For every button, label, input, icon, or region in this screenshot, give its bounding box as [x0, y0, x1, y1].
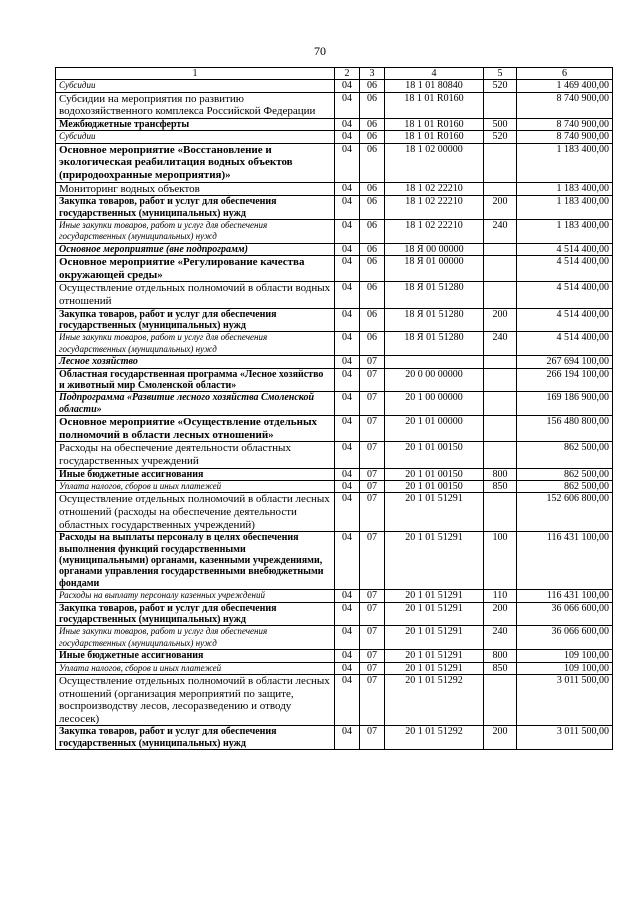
expense-type-cell [484, 675, 517, 726]
target-article-cell [385, 356, 484, 368]
section-cell: 04 [335, 392, 360, 416]
section-cell: 04 [335, 243, 360, 255]
row-name-cell: Закупка товаров, работ и услуг для обеспечения государственных (муниципальных) нужд [56, 196, 335, 220]
row-name-cell: Закупка товаров, работ и услуг для обеспечения государственных (муниципальных) нужд [56, 726, 335, 750]
subsection-cell: 06 [360, 308, 385, 332]
subsection-cell: 06 [360, 119, 385, 131]
subsection-cell: 06 [360, 332, 385, 356]
amount-cell: 36 066 600,00 [517, 602, 613, 626]
amount-cell: 4 514 400,00 [517, 282, 613, 308]
table-row [56, 80, 613, 92]
table-row [56, 442, 613, 468]
subsection-cell: 07 [360, 532, 385, 590]
section-cell: 04 [335, 675, 360, 726]
amount-cell: 862 500,00 [517, 442, 613, 468]
table-row [56, 220, 613, 244]
subsection-cell: 06 [360, 92, 385, 118]
subsection-cell: 07 [360, 675, 385, 726]
table-row [56, 493, 613, 532]
row-name-cell: Мониторинг водных объектов [56, 182, 335, 196]
section-cell: 04 [335, 368, 360, 392]
table-row [56, 282, 613, 308]
amount-cell: 109 100,00 [517, 662, 613, 674]
row-name-cell: Расходы на обеспечение деятельности областных государственных учреждений [56, 442, 335, 468]
table-row [56, 650, 613, 662]
target-article-cell: 18 1 02 22210 [385, 220, 484, 244]
amount-cell: 152 606 800,00 [517, 493, 613, 532]
section-cell: 04 [335, 182, 360, 196]
row-name-cell: Областная государственная программа «Лесное хозяйство и животный мир Смоленской области» [56, 368, 335, 392]
table-row [56, 481, 613, 493]
section-cell: 04 [335, 131, 360, 143]
header-cell: 6 [517, 68, 613, 80]
target-article-cell: 20 0 00 00000 [385, 368, 484, 392]
target-article-cell: 18 Я 01 51280 [385, 332, 484, 356]
table-row [56, 602, 613, 626]
section-cell: 04 [335, 256, 360, 282]
expense-type-cell: 110 [484, 590, 517, 602]
expense-type-cell [484, 256, 517, 282]
subsection-cell: 06 [360, 282, 385, 308]
section-cell: 04 [335, 493, 360, 532]
row-name-cell: Лесное хозяйство [56, 356, 335, 368]
section-cell: 04 [335, 626, 360, 650]
row-name-cell: Иные бюджетные ассигнования [56, 650, 335, 662]
section-cell: 04 [335, 80, 360, 92]
expense-type-cell: 520 [484, 131, 517, 143]
expense-type-cell: 200 [484, 308, 517, 332]
subsection-cell: 06 [360, 256, 385, 282]
expense-type-cell: 520 [484, 80, 517, 92]
target-article-cell: 20 1 01 00150 [385, 442, 484, 468]
page-number: 70 [314, 44, 326, 58]
section-cell: 04 [335, 662, 360, 674]
table-row [56, 256, 613, 282]
subsection-cell: 06 [360, 131, 385, 143]
header-cell: 3 [360, 68, 385, 80]
subsection-cell: 06 [360, 243, 385, 255]
subsection-cell: 06 [360, 182, 385, 196]
subsection-cell: 07 [360, 626, 385, 650]
expense-type-cell [484, 182, 517, 196]
table-row [56, 356, 613, 368]
section-cell: 04 [335, 590, 360, 602]
subsection-cell: 07 [360, 662, 385, 674]
row-name-cell: Расходы на выплату персоналу казенных учреждений [56, 590, 335, 602]
expense-type-cell [484, 368, 517, 392]
amount-cell: 156 480 800,00 [517, 416, 613, 442]
row-name-cell: Иные закупки товаров, работ и услуг для обеспечения государственных (муниципальных) нужд [56, 220, 335, 244]
target-article-cell: 18 Я 01 00000 [385, 256, 484, 282]
subsection-cell: 07 [360, 356, 385, 368]
subsection-cell: 06 [360, 220, 385, 244]
row-name-cell: Осуществление отдельных полномочий в области водных отношений [56, 282, 335, 308]
section-cell: 04 [335, 468, 360, 480]
section-cell: 04 [335, 442, 360, 468]
row-name-cell: Расходы на выплаты персоналу в целях обеспечения выполнения функций государственными (муниципальными) органами, казенными учреждениями, органами управления государственными внебюджетными фондами [56, 532, 335, 590]
target-article-cell: 20 1 01 00000 [385, 416, 484, 442]
target-article-cell: 20 1 01 51291 [385, 626, 484, 650]
row-name-cell: Основное мероприятие «Осуществление отдельных полномочий в области лесных отношений» [56, 416, 335, 442]
expense-type-cell: 800 [484, 650, 517, 662]
target-article-cell: 20 1 01 51291 [385, 493, 484, 532]
table-row [56, 182, 613, 196]
target-article-cell: 18 1 02 22210 [385, 196, 484, 220]
amount-cell: 4 514 400,00 [517, 308, 613, 332]
row-name-cell: Подпрограмма «Развитие лесного хозяйства Смоленской области» [56, 392, 335, 416]
subsection-cell: 07 [360, 493, 385, 532]
section-cell: 04 [335, 92, 360, 118]
expense-type-cell [484, 442, 517, 468]
row-name-cell: Основное мероприятие «Восстановление и экологическая реабилитация водных объектов (природоохранные мероприятия)» [56, 143, 335, 182]
budget-table [55, 67, 613, 750]
table-row [56, 626, 613, 650]
target-article-cell: 18 1 01 R0160 [385, 92, 484, 118]
subsection-cell: 07 [360, 602, 385, 626]
table-row [56, 532, 613, 590]
amount-cell: 1 183 400,00 [517, 220, 613, 244]
section-cell: 04 [335, 602, 360, 626]
target-article-cell: 18 1 01 R0160 [385, 119, 484, 131]
target-article-cell: 18 Я 01 51280 [385, 282, 484, 308]
subsection-cell: 07 [360, 468, 385, 480]
section-cell: 04 [335, 308, 360, 332]
table-row [56, 416, 613, 442]
expense-type-cell: 850 [484, 662, 517, 674]
amount-cell: 266 194 100,00 [517, 368, 613, 392]
amount-cell: 8 740 900,00 [517, 131, 613, 143]
section-cell: 04 [335, 726, 360, 750]
section-cell: 04 [335, 416, 360, 442]
row-name-cell: Осуществление отдельных полномочий в области лесных отношений (расходы на обеспечение деятельности областных государственных учреждений) [56, 493, 335, 532]
section-cell: 04 [335, 119, 360, 131]
subsection-cell: 06 [360, 196, 385, 220]
row-name-cell: Субсидии [56, 80, 335, 92]
amount-cell: 3 011 500,00 [517, 726, 613, 750]
amount-cell: 116 431 100,00 [517, 590, 613, 602]
table-row [56, 662, 613, 674]
target-article-cell: 18 1 01 R0160 [385, 131, 484, 143]
row-name-cell: Уплата налогов, сборов и иных платежей [56, 662, 335, 674]
subsection-cell: 07 [360, 368, 385, 392]
subsection-cell: 07 [360, 392, 385, 416]
amount-cell: 267 694 100,00 [517, 356, 613, 368]
header-cell: 1 [56, 68, 335, 80]
amount-cell: 169 186 900,00 [517, 392, 613, 416]
row-name-cell: Закупка товаров, работ и услуг для обеспечения государственных (муниципальных) нужд [56, 308, 335, 332]
target-article-cell: 20 1 01 00150 [385, 468, 484, 480]
subsection-cell: 07 [360, 590, 385, 602]
table-row [56, 675, 613, 726]
amount-cell: 36 066 600,00 [517, 626, 613, 650]
table-row [56, 143, 613, 182]
row-name-cell: Основное мероприятие «Регулирование качества окружающей среды» [56, 256, 335, 282]
table-row [56, 308, 613, 332]
table-body [56, 80, 613, 750]
expense-type-cell: 240 [484, 220, 517, 244]
target-article-cell: 18 1 02 00000 [385, 143, 484, 182]
expense-type-cell: 200 [484, 196, 517, 220]
subsection-cell: 07 [360, 726, 385, 750]
expense-type-cell [484, 493, 517, 532]
target-article-cell: 20 1 01 51292 [385, 726, 484, 750]
expense-type-cell [484, 392, 517, 416]
row-name-cell: Межбюджетные трансферты [56, 119, 335, 131]
header-cell: 4 [385, 68, 484, 80]
target-article-cell: 20 1 01 51291 [385, 662, 484, 674]
amount-cell: 1 469 400,00 [517, 80, 613, 92]
subsection-cell: 06 [360, 80, 385, 92]
target-article-cell: 20 1 01 51291 [385, 650, 484, 662]
amount-cell: 4 514 400,00 [517, 256, 613, 282]
table-row [56, 92, 613, 118]
amount-cell: 8 740 900,00 [517, 119, 613, 131]
subsection-cell: 06 [360, 143, 385, 182]
row-name-cell: Уплата налогов, сборов и иных платежей [56, 481, 335, 493]
section-cell: 04 [335, 282, 360, 308]
subsection-cell: 07 [360, 416, 385, 442]
expense-type-cell [484, 416, 517, 442]
expense-type-cell: 850 [484, 481, 517, 493]
table-row [56, 726, 613, 750]
table-row [56, 392, 613, 416]
amount-cell: 4 514 400,00 [517, 243, 613, 255]
table-row [56, 590, 613, 602]
target-article-cell: 20 1 01 51291 [385, 602, 484, 626]
expense-type-cell: 240 [484, 626, 517, 650]
table-header-row [56, 68, 613, 80]
subsection-cell: 07 [360, 650, 385, 662]
row-name-cell: Осуществление отдельных полномочий в области лесных отношений (организация мероприятий по защите, воспроизводству лесов, лесоразведению и отводу лесосек) [56, 675, 335, 726]
expense-type-cell: 100 [484, 532, 517, 590]
expense-type-cell: 500 [484, 119, 517, 131]
table-row [56, 332, 613, 356]
expense-type-cell [484, 356, 517, 368]
target-article-cell: 20 1 01 51291 [385, 532, 484, 590]
target-article-cell: 18 1 01 80840 [385, 80, 484, 92]
table-row [56, 468, 613, 480]
expense-type-cell: 200 [484, 602, 517, 626]
row-name-cell: Иные закупки товаров, работ и услуг для обеспечения государственных (муниципальных) нужд [56, 626, 335, 650]
section-cell: 04 [335, 356, 360, 368]
amount-cell: 862 500,00 [517, 481, 613, 493]
subsection-cell: 07 [360, 481, 385, 493]
amount-cell: 4 514 400,00 [517, 332, 613, 356]
table-row [56, 368, 613, 392]
amount-cell: 8 740 900,00 [517, 92, 613, 118]
row-name-cell: Иные закупки товаров, работ и услуг для обеспечения государственных (муниципальных) нужд [56, 332, 335, 356]
amount-cell: 1 183 400,00 [517, 182, 613, 196]
table-row [56, 243, 613, 255]
target-article-cell: 18 1 02 22210 [385, 182, 484, 196]
section-cell: 04 [335, 220, 360, 244]
target-article-cell: 18 Я 01 51280 [385, 308, 484, 332]
amount-cell: 109 100,00 [517, 650, 613, 662]
section-cell: 04 [335, 481, 360, 493]
target-article-cell: 20 1 00 00000 [385, 392, 484, 416]
expense-type-cell: 200 [484, 726, 517, 750]
target-article-cell: 20 1 01 51291 [385, 590, 484, 602]
table-row [56, 131, 613, 143]
expense-type-cell [484, 143, 517, 182]
row-name-cell: Иные бюджетные ассигнования [56, 468, 335, 480]
amount-cell: 116 431 100,00 [517, 532, 613, 590]
header-cell: 5 [484, 68, 517, 80]
subsection-cell: 07 [360, 442, 385, 468]
row-name-cell: Закупка товаров, работ и услуг для обеспечения государственных (муниципальных) нужд [56, 602, 335, 626]
expense-type-cell [484, 243, 517, 255]
section-cell: 04 [335, 143, 360, 182]
expense-type-cell [484, 282, 517, 308]
header-cell: 2 [335, 68, 360, 80]
expense-type-cell [484, 92, 517, 118]
row-name-cell: Основное мероприятие (вне подпрограмм) [56, 243, 335, 255]
expense-type-cell: 800 [484, 468, 517, 480]
amount-cell: 862 500,00 [517, 468, 613, 480]
target-article-cell: 20 1 01 51292 [385, 675, 484, 726]
section-cell: 04 [335, 650, 360, 662]
table-row [56, 196, 613, 220]
row-name-cell: Субсидии на мероприятия по развитию водохозяйственного комплекса Российской Федерации [56, 92, 335, 118]
target-article-cell: 18 Я 00 00000 [385, 243, 484, 255]
target-article-cell: 20 1 01 00150 [385, 481, 484, 493]
amount-cell: 1 183 400,00 [517, 196, 613, 220]
section-cell: 04 [335, 332, 360, 356]
expense-type-cell: 240 [484, 332, 517, 356]
amount-cell: 1 183 400,00 [517, 143, 613, 182]
section-cell: 04 [335, 196, 360, 220]
row-name-cell: Субсидии [56, 131, 335, 143]
table-row [56, 119, 613, 131]
section-cell: 04 [335, 532, 360, 590]
amount-cell: 3 011 500,00 [517, 675, 613, 726]
